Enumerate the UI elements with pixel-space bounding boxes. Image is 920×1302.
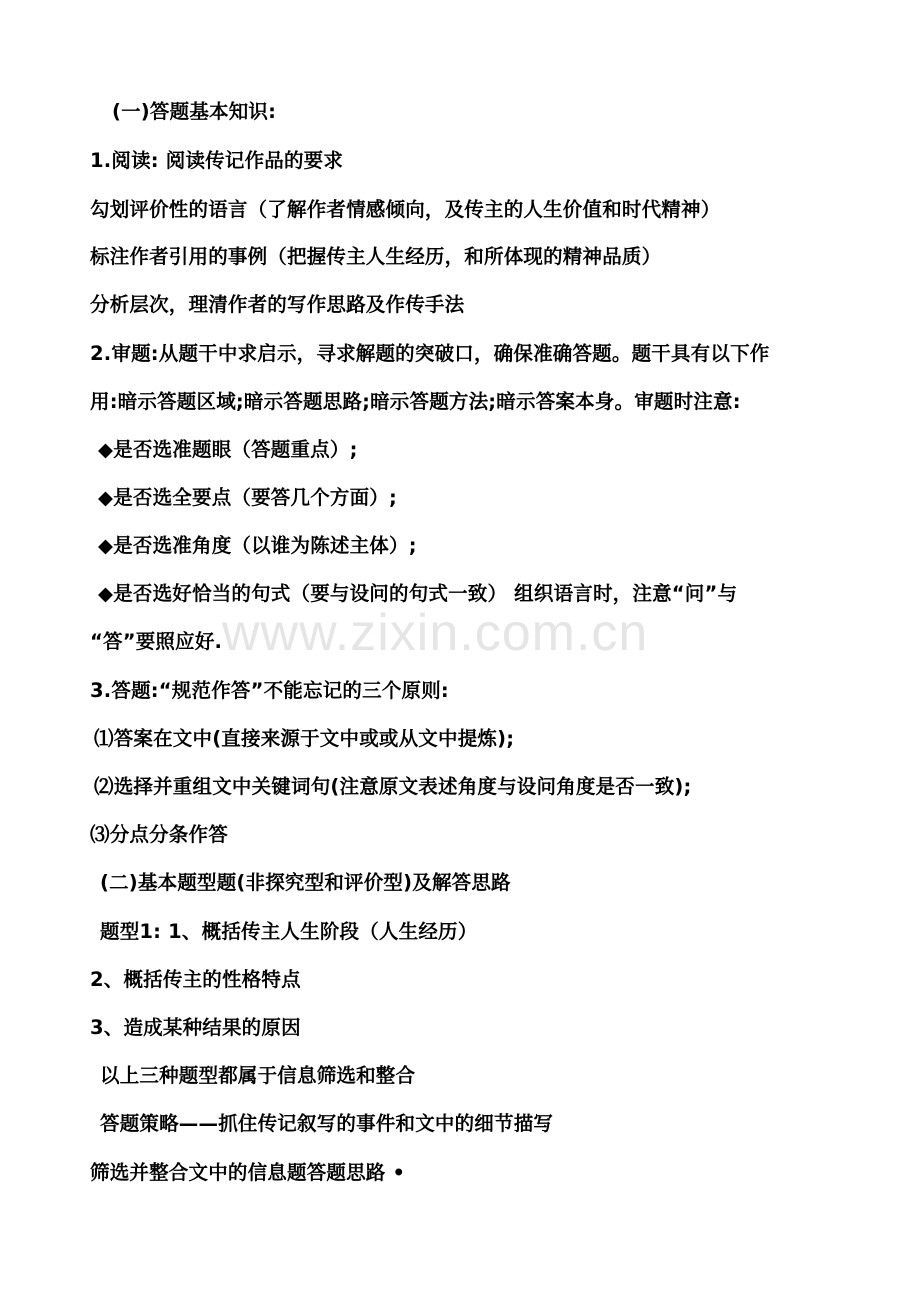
review-bullet-4-cont: “答”要照应好. bbox=[90, 630, 223, 653]
question-type-2: 2、概括传主的性格特点 bbox=[90, 968, 301, 991]
item-answering: 3.答题:“规范作答”不能忘记的三个原则: bbox=[90, 679, 449, 702]
answer-strategy: 答题策略——抓住传记叙写的事件和文中的细节描写 bbox=[100, 1112, 554, 1135]
review-bullet-4: ◆是否选好恰当的句式（要与设问的句式一致） 组织语言时，注意“问”与 bbox=[98, 582, 738, 605]
principle-1: ⑴答案在文中(直接来源于文中或或从文中提炼); bbox=[94, 727, 515, 750]
question-type-3: 3、造成某种结果的原因 bbox=[90, 1016, 301, 1039]
section-heading-basic-knowledge: (一)答题基本知识: bbox=[112, 100, 277, 123]
item-question-review: 2.审题:从题干中求启示，寻求解题的突破口，确保准确答题。题干具有以下作 bbox=[90, 342, 770, 365]
principle-3: ⑶分点分条作答 bbox=[90, 823, 228, 846]
review-bullet-1: ◆是否选准题眼（答题重点）; bbox=[98, 438, 358, 461]
review-bullet-2: ◆是否选全要点（要答几个方面）; bbox=[98, 486, 397, 509]
review-bullet-3: ◆是否选准角度（以谁为陈述主体）; bbox=[98, 534, 417, 557]
reading-point-2: 标注作者引用的事例（把握传主人生经历，和所体现的精神品质） bbox=[90, 245, 662, 268]
item-question-review-cont: 用:暗示答题区域;暗示答题思路;暗示答题方法;暗示答案本身。审题时注意: bbox=[90, 390, 741, 413]
types-summary: 以上三种题型都属于信息筛选和整合 bbox=[100, 1064, 416, 1087]
reading-point-1: 勾划评价性的语言（了解作者情感倾向，及传主的人生价值和时代精神） bbox=[90, 198, 721, 221]
watermark: www.zixin.com.cn bbox=[222, 604, 649, 662]
section-heading-question-types: (二)基本题型题(非探究型和评价型)及解答思路 bbox=[100, 871, 511, 894]
reading-point-3: 分析层次，理清作者的写作思路及作传手法 bbox=[90, 293, 465, 316]
principle-2: ⑵选择并重组文中关键词句(注意原文表述角度与设问角度是否一致); bbox=[94, 775, 692, 798]
screening-approach: 筛选并整合文中的信息题答题思路 • bbox=[90, 1161, 406, 1184]
item-reading: 1.阅读: 阅读传记作品的要求 bbox=[90, 149, 344, 172]
question-type-1: 题型1: 1、概括传主人生阶段（人生经历） bbox=[100, 920, 478, 943]
